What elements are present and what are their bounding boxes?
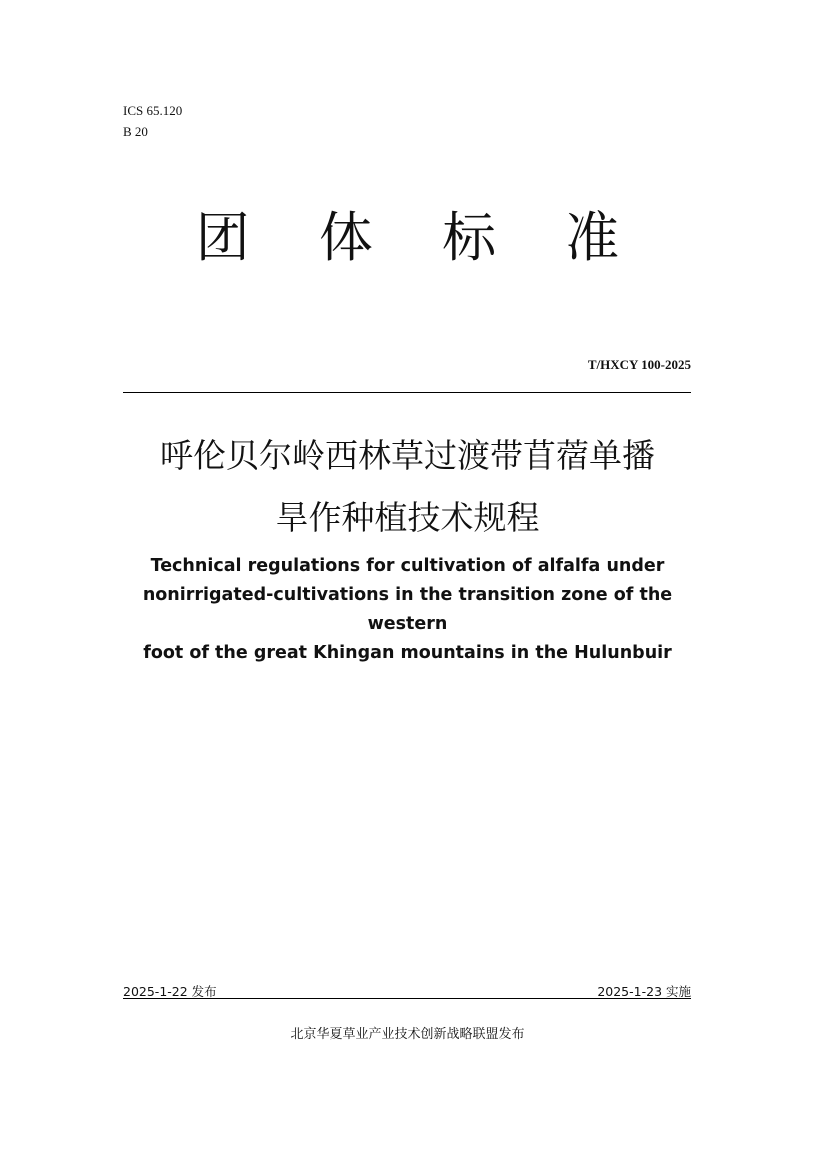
english-title-line-1: Technical regulations for cultivation of alfalfa under: [150, 556, 665, 576]
classification-codes: [123, 100, 182, 142]
chinese-title: [0, 425, 815, 549]
top-divider: [123, 392, 691, 393]
chinese-title-line-2: 旱作种植技术规程: [275, 498, 540, 537]
ics-code: ICS 65.120: [123, 103, 183, 118]
standard-type-title: 团 体 标 准: [195, 206, 646, 269]
effective-date: 2025-1-23 实施: [597, 984, 691, 999]
date-row: [123, 982, 691, 999]
english-title: [100, 552, 715, 668]
standard-number: T/HXCY 100-2025: [587, 357, 691, 372]
english-title-line-2: nonirrigated-cultivations in the transition zone of the western: [142, 585, 673, 634]
publisher: 北京华夏草业产业技术创新战略联盟发布: [290, 1027, 525, 1042]
ccs-code: B 20: [123, 124, 148, 139]
english-title-line-3: foot of the great Khingan mountains in the Hulunbuir: [143, 643, 672, 663]
chinese-title-line-1: 呼伦贝尔岭西林草过渡带苜蓿单播: [160, 436, 655, 475]
publish-date: 2025-1-22 发布: [123, 984, 217, 999]
